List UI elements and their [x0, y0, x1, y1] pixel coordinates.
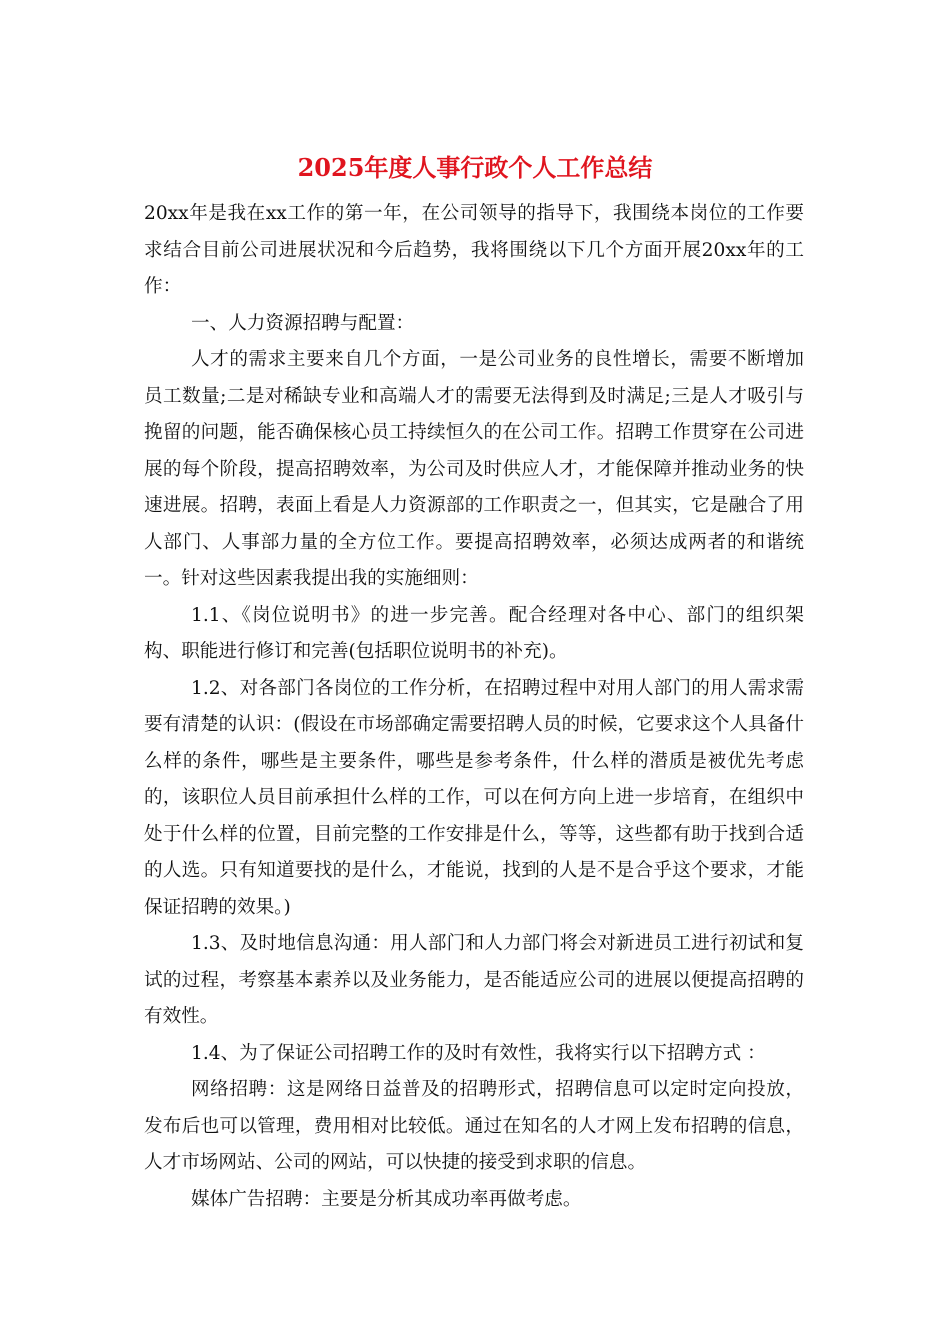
media-ad-recruitment-paragraph: 媒体广告招聘：主要是分析其成功率再做考虑。 [191, 1188, 582, 1210]
item-1-1-paragraph: 1.1、《岗位说明书》的进一步完善。配合经理对各中心、部门的组织架构、职能进行修订和完善(包括职位说明书的补充)。 [144, 604, 804, 662]
body-paragraph-talent-demand: 人才的需求主要来自几个方面，一是公司业务的良性增长，需要不断增加员工数量;二是对稀缺专业和高端人才的需要无法得到及时满足;三是人才吸引与挽留的问题，能否确保核心员工持续恒久的在公司工作。招聘工作贯穿在公司进展的每个阶段，提高招聘效率，为公司及时供应人才，才能保障并推动业务的快速进展。招聘，表面上看是人力资源部的工作职责之一，但其实，它是融合了用人部门、人事部力量的全方位工作。要提高招聘效率，必须达成两者的和谐统一。针对这些因素我提出我的实施细则： [144, 349, 804, 589]
document-title: 2025年度人事行政个人工作总结 [297, 153, 653, 182]
intro-paragraph: 20xx年是我在xx工作的第一年，在公司领导的指导下，我围绕本岗位的工作要求结合目前公司进展状况和今后趋势，我将围绕以下几个方面开展20xx年的工作： [144, 203, 804, 297]
online-recruitment-paragraph: 网络招聘：这是网络日益普及的招聘形式，招聘信息可以定时定向投放，发布后也可以管理，费用相对比较低。通过在知名的人才网上发布招聘的信息，人才市场网站、公司的网站，可以快捷的接受到求职的信息。 [144, 1079, 804, 1173]
item-1-4-paragraph: 1.4、为了保证公司招聘工作的及时有效性，我将实行以下招聘方式 ： [191, 1042, 766, 1064]
item-1-3-paragraph: 1.3、及时地信息沟通：用人部门和人力部门将会对新进员工进行初试和复试的过程，考察基本素养以及业务能力，是否能适应公司的进展以便提高招聘的有效性。 [144, 933, 804, 1027]
item-1-2-paragraph: 1.2、对各部门各岗位的工作分析，在招聘过程中对用人部门的用人需求需要有清楚的认识：(假设在市场部确定需要招聘人员的时候，它要求这个人具备什么样的条件，哪些是主要条件，哪些是参考条件，什么样的潜质是被优先考虑的，该职位人员目前承担什么样的工作，可以在何方向上进一步培育，在组织中处于什么样的位置，目前完整的工作安排是什么，等等，这些都有助于找到合适的人选。只有知道要找的是什么，才能说，找到的人是不是合乎这个要求，才能保证招聘的效果。) [144, 677, 804, 918]
document-body [144, 196, 804, 1218]
section-heading-recruitment: 一、人力资源招聘与配置： [191, 312, 415, 334]
